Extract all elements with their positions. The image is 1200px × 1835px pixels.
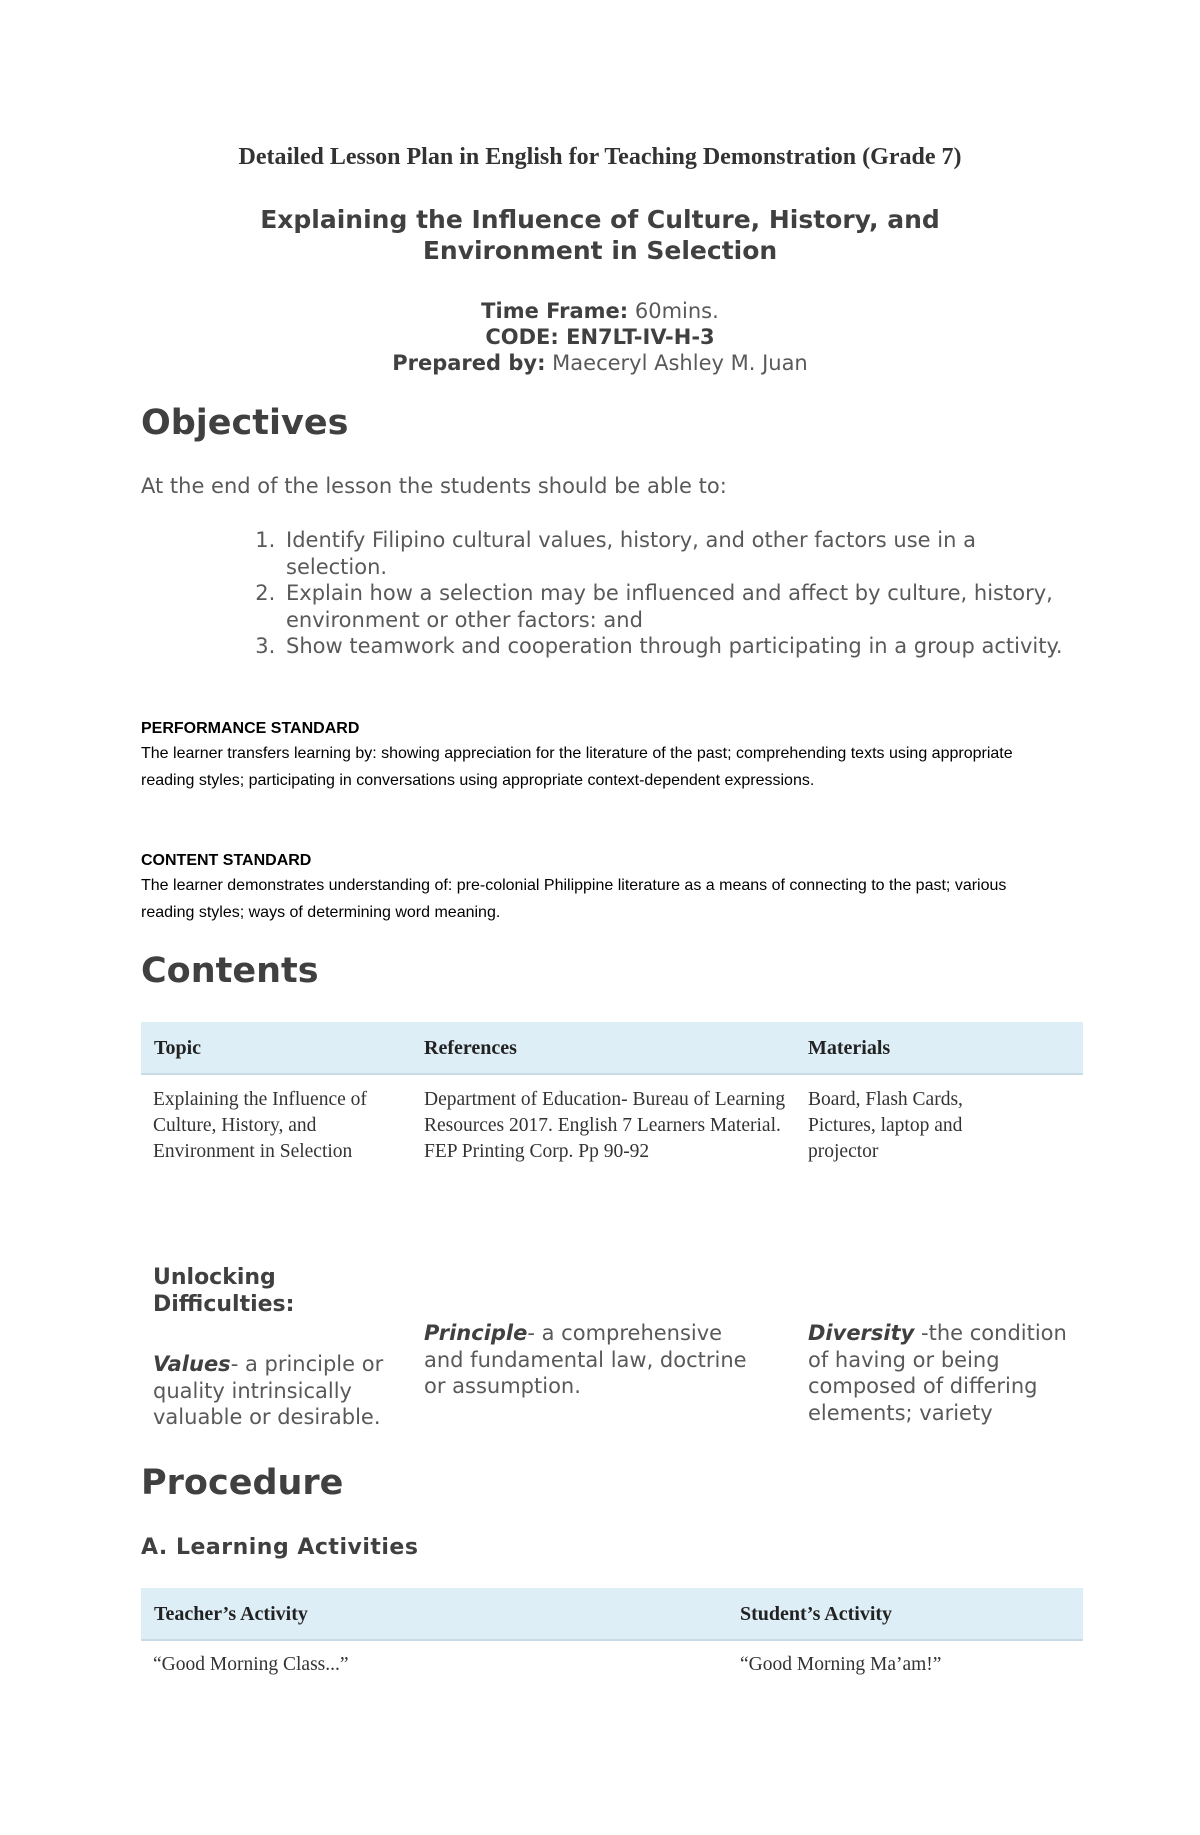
column-header-student: Student’s Activity (740, 1603, 893, 1625)
column-header-teacher: Teacher’s Activity (154, 1603, 308, 1625)
lesson-title-line-2: Environment in Selection (422, 236, 778, 265)
unlocking-difficulties-heading (153, 1264, 294, 1318)
prepared-by (0, 350, 1200, 376)
performance-standard-text: The learner transfers learning by: showing appreciation for the literature of the past; comprehending texts using appropriate reading styles; participating in conversations using appropriate context-dependent expressions. (141, 745, 1013, 789)
term-word: Principle (424, 1321, 528, 1345)
contents-heading: Contents (141, 951, 319, 991)
prepared-by-value: Maeceryl Ashley M. Juan (545, 351, 808, 375)
column-header-materials: Materials (808, 1037, 891, 1059)
term-diversity (808, 1320, 1078, 1426)
cell-references: Department of Education- Bureau of Learning Resources 2017. English 7 Learners Material. FEP Printing Corp. Pp 90-92 (424, 1089, 786, 1162)
time-frame-value: 60mins. (628, 299, 719, 323)
column-header-references: References (424, 1037, 517, 1059)
objectives-intro: At the end of the lesson the students should be able to: (141, 474, 727, 498)
lesson-title-line-1: Explaining the Influence of Culture, History, and (260, 205, 940, 234)
cell-materials: Board, Flash Cards, Pictures, laptop and projector (808, 1089, 963, 1162)
term-values (153, 1351, 423, 1431)
term-word: Diversity (808, 1321, 915, 1345)
cell-student-activity: “Good Morning Ma’am!” (740, 1654, 942, 1675)
column-header-topic: Topic (154, 1037, 202, 1059)
performance-standard-heading: PERFORMANCE STANDARD (141, 720, 360, 737)
lesson-code (0, 324, 1200, 350)
term-word: Values (153, 1352, 231, 1376)
term-definition: -the condition of having or being composed of differing elements; variety (808, 1321, 1067, 1425)
learning-activities-heading: A. Learning Activities (141, 1535, 419, 1560)
time-frame-label: Time Frame: (481, 299, 629, 323)
unlocking-heading-line-2: Difficulties: (153, 1292, 295, 1317)
term-principle (424, 1320, 764, 1400)
content-standard-text: The learner demonstrates understanding of: pre-colonial Philippine literature as a means of connecting to the past; various reading styles; ways of determining word meaning. (141, 877, 1007, 921)
term-definition: - a principle or quality intrinsically valuable or desirable. (153, 1352, 384, 1429)
objective-item: 3. Show teamwork and cooperation through participating in a group activity. (282, 633, 1082, 660)
code-value: EN7LT-IV-H-3 (558, 325, 715, 349)
objective-item: 2. Explain how a selection may be influenced and affect by culture, history, environment or other factors: and (282, 580, 1082, 633)
cell-topic: Explaining the Influence of Culture, History, and Environment in Selection (153, 1089, 367, 1162)
content-standard-heading: CONTENT STANDARD (141, 852, 312, 869)
time-frame (0, 298, 1200, 324)
activities-table-header (141, 1588, 1083, 1641)
term-definition: - a comprehensive and fundamental law, doctrine or assumption. (424, 1321, 747, 1398)
procedure-heading: Procedure (141, 1463, 344, 1503)
cell-teacher-activity: “Good Morning Class...” (153, 1654, 349, 1675)
contents-table-header (141, 1022, 1083, 1075)
lesson-title (230, 204, 970, 266)
objective-item: 1. Identify Filipino cultural values, history, and other factors use in a selection. (282, 527, 1082, 580)
objectives-list (252, 527, 1082, 660)
objectives-heading: Objectives (141, 403, 349, 443)
unlocking-heading-line-1: Unlocking (153, 1265, 276, 1290)
prepared-by-label: Prepared by: (392, 351, 546, 375)
code-label: CODE: (485, 325, 559, 349)
document-title: Detailed Lesson Plan in English for Teaching Demonstration (Grade 7) (238, 144, 962, 170)
